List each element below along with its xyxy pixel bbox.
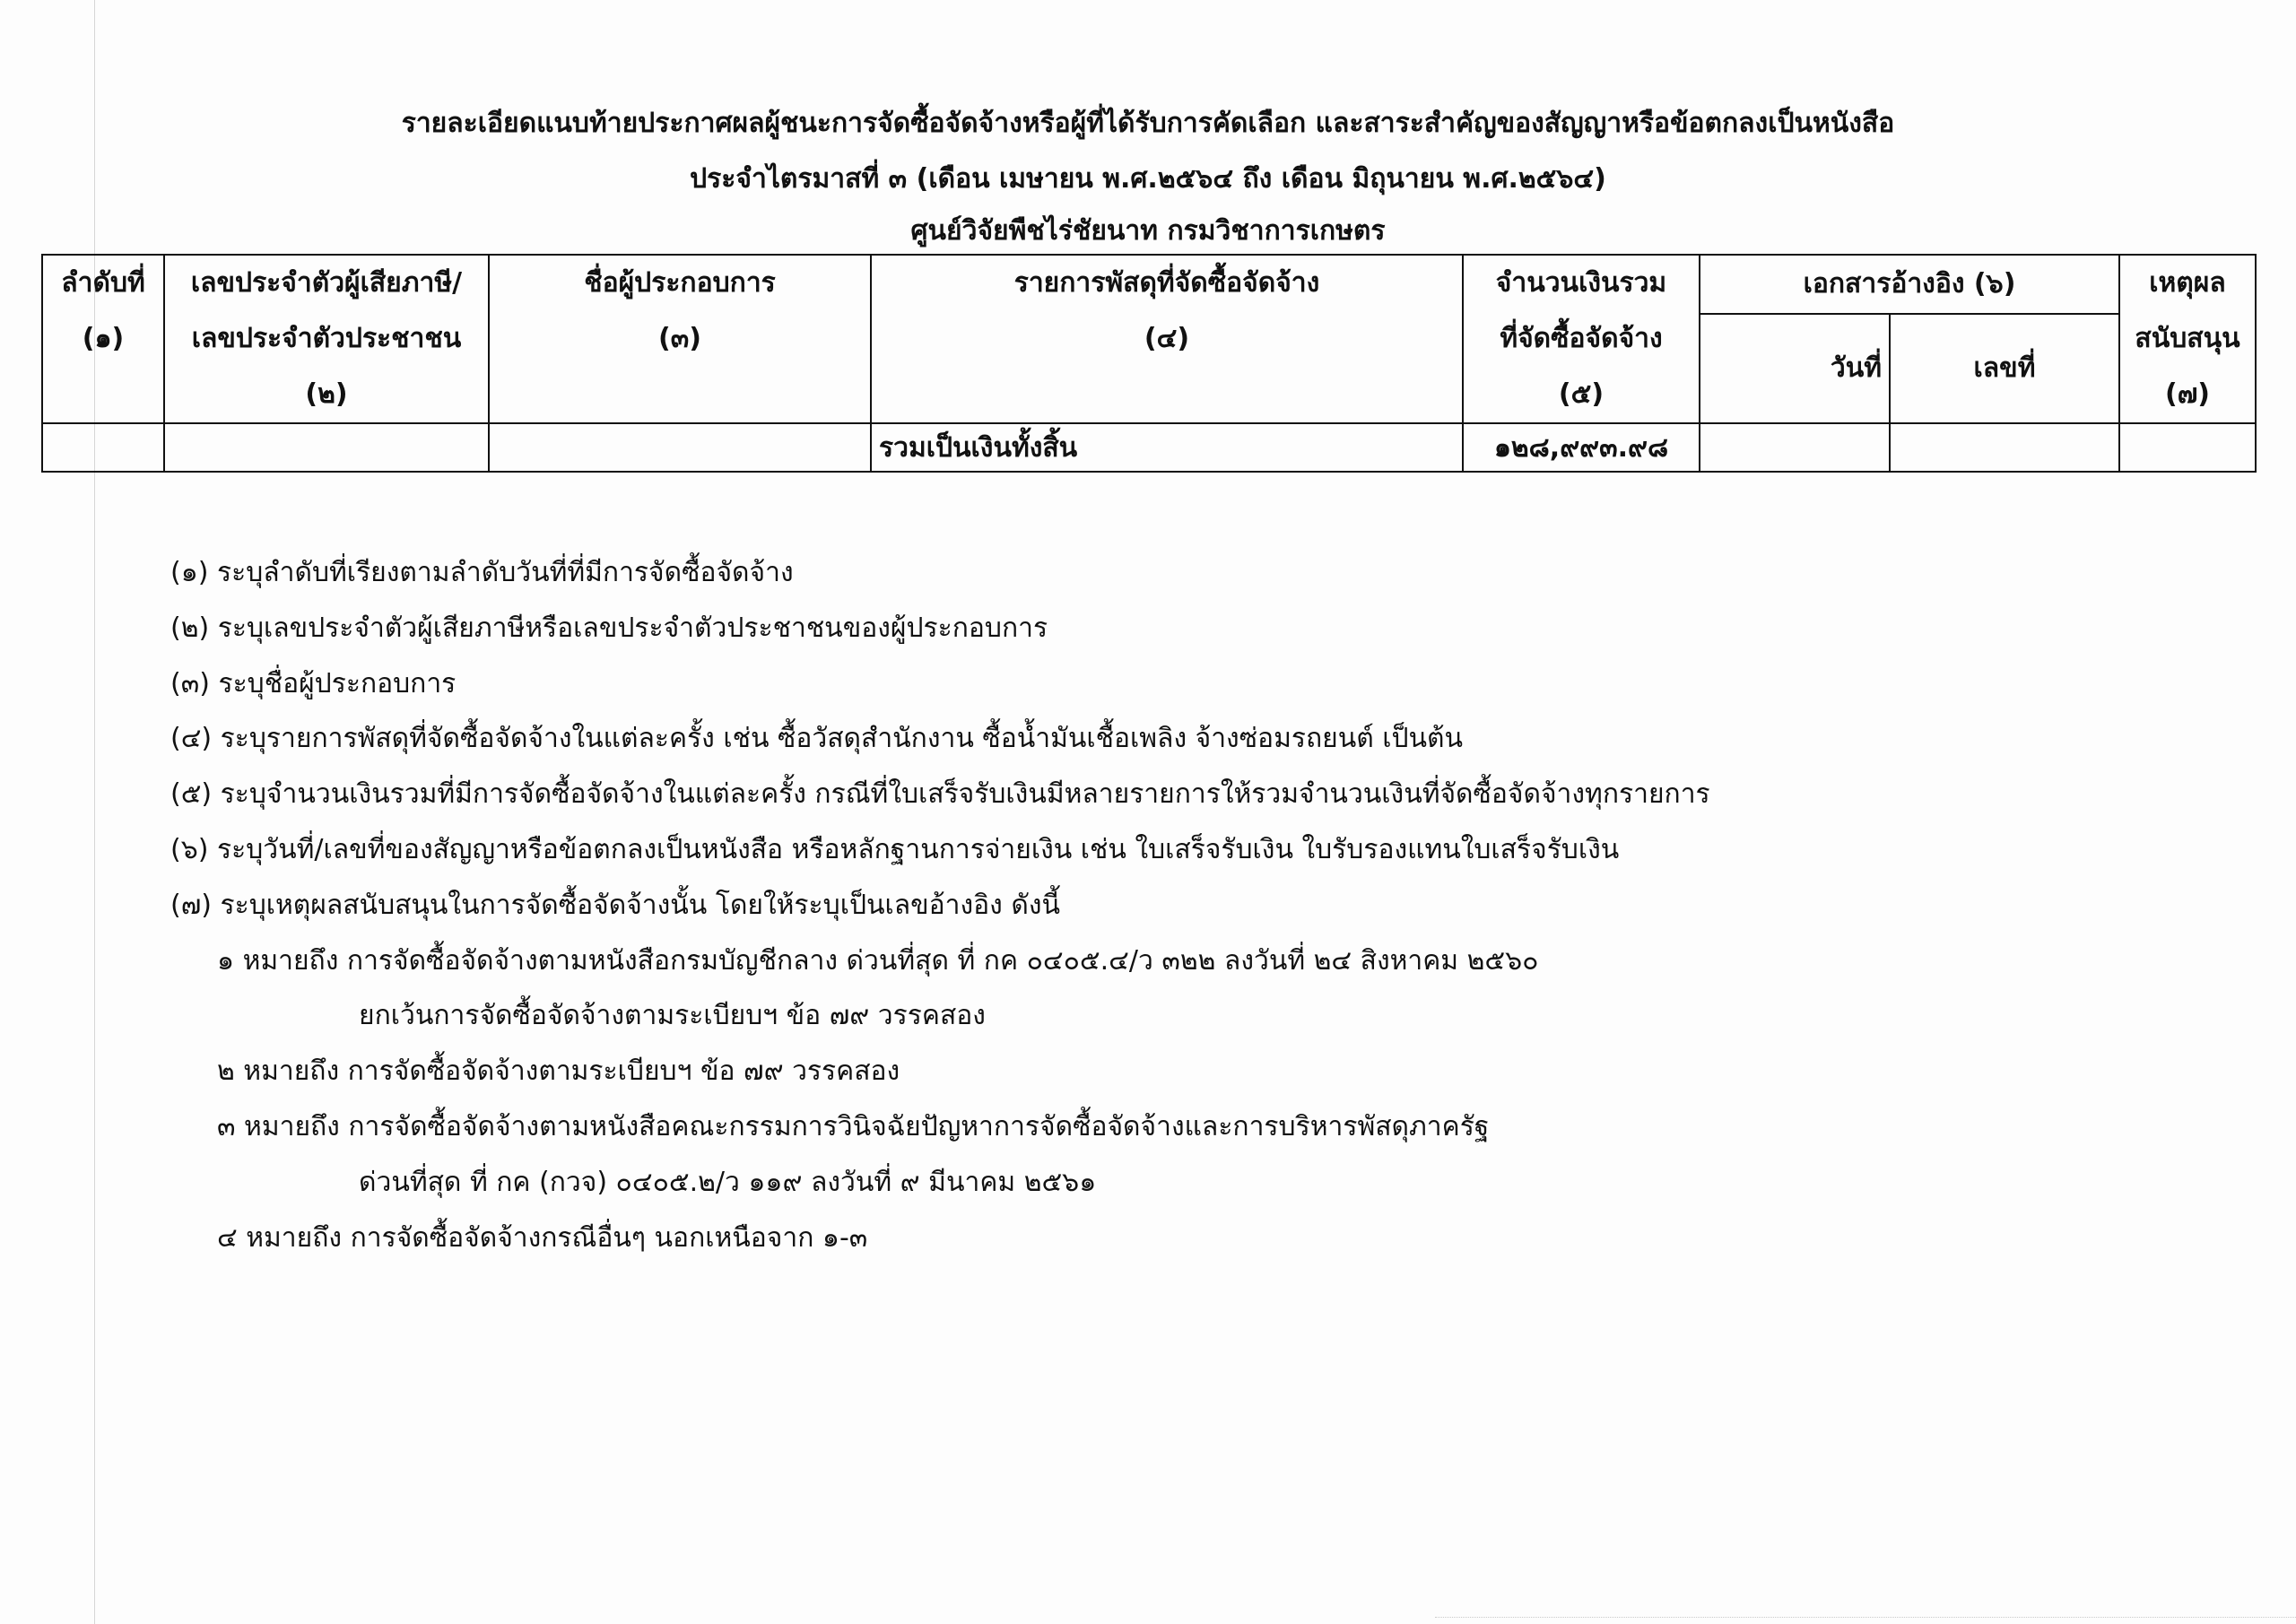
footnote-item: (๕) ระบุจำนวนเงินรวมที่มีการจัดซื้อจัดจ้างในแต่ละครั้ง กรณีที่ใบเสร็จรับเงินมีหลายรายการให้รวมจำนวนเงินที่จัดซื้อจัดจ้างทุกรายการ: [170, 778, 1710, 811]
table-total-row: [42, 423, 2256, 472]
reason-code-continuation: ยกเว้นการจัดซื้อจัดจ้างตามระเบียบฯ ข้อ ๗๙ วรรคสอง: [359, 1000, 986, 1032]
header-text: (๗): [2165, 378, 2210, 410]
total-amount: ๑๒๘,๙๙๓.๙๘: [1463, 423, 1700, 472]
header-text: ชื่อผู้ประกอบการ: [584, 267, 776, 299]
total-label: รวมเป็นเงินทั้งสิ้น: [871, 423, 1463, 472]
header-reference-number: [1890, 314, 2119, 423]
header-text: ที่จัดซื้อจัดจ้าง: [1500, 323, 1663, 354]
header-sequence: [42, 255, 164, 423]
table-cell: [42, 423, 164, 472]
header-text: เลขที่: [1973, 352, 2036, 384]
header-text: (๓): [658, 323, 701, 354]
header-text: (๕): [1558, 378, 1605, 410]
header-item: [871, 255, 1463, 423]
table-cell: [164, 423, 489, 472]
header-amount: [1463, 255, 1700, 423]
footnote-item: (๖) ระบุวันที่/เลขที่ของสัญญาหรือข้อตกลงเป็นหนังสือ หรือหลักฐานการจ่ายเงิน เช่น ใบเสร็จรับเงิน ใบรับรองแทนใบเสร็จรับเงิน: [170, 833, 1620, 865]
header-text: ลำดับที่: [61, 267, 145, 299]
footnote-item: (๔) ระบุรายการพัสดุที่จัดซื้อจัดจ้างในแต่ละครั้ง เช่น ซื้อวัสดุสำนักงาน ซื้อน้ำมันเชื้อเพลิง จ้างซ่อมรถยนต์ เป็นต้น: [170, 723, 1464, 755]
header-text: เอกสารอ้างอิง (๖): [1803, 268, 2016, 300]
footnote-item: (๒) ระบุเลขประจำตัวผู้เสียภาษีหรือเลขประจำตัวประชาชนของผู้ประกอบการ: [170, 612, 1048, 644]
header-reference-document: [1700, 255, 2119, 314]
header-text: (๔): [1144, 323, 1190, 354]
table-header-row: [42, 255, 2256, 314]
header-text: เลขประจำตัวประชาชน: [191, 323, 462, 354]
document-subtitle-period: ประจำไตรมาสที่ ๓ (เดือน เมษายน พ.ศ.๒๕๖๔ ถึง เดือน มิถุนายน พ.ศ.๒๕๖๔): [690, 163, 1606, 195]
header-text: เหตุผล: [2149, 267, 2226, 299]
header-text: (๒): [305, 378, 348, 410]
reason-code-item: ๑ หมายถึง การจัดซื้อจัดจ้างตามหนังสือกรมบัญชีกลาง ด่วนที่สุด ที่ กค ๐๔๐๕.๔/ว ๓๒๒ ลงวันที่ ๒๔ สิงหาคม ๒๕๖๐: [217, 944, 1539, 977]
reason-code-continuation: ด่วนที่สุด ที่ กค (กวจ) ๐๔๐๕.๒/ว ๑๑๙ ลงวันที่ ๙ มีนาคม ๒๕๖๑: [359, 1166, 1097, 1198]
header-text: จำนวนเงินรวม: [1495, 267, 1667, 299]
footnote-item: (๑) ระบุลำดับที่เรียงตามลำดับวันที่ที่มีการจัดซื้อจัดจ้าง: [170, 557, 794, 588]
footnote-item: (๗) ระบุเหตุผลสนับสนุนในการจัดซื้อจัดจ้างนั้น โดยให้ระบุเป็นเลขอ้างอิง ดังนี้: [170, 889, 1061, 921]
table-cell: [489, 423, 871, 472]
header-text: เลขประจำตัวผู้เสียภาษี/: [190, 267, 463, 299]
footnote-item: (๓) ระบุชื่อผู้ประกอบการ: [170, 667, 457, 699]
reason-code-item: ๔ หมายถึง การจัดซื้อจัดจ้างกรณีอื่นๆ นอกเหนือจาก ๑-๓: [217, 1221, 868, 1254]
header-tax-id: [164, 255, 489, 423]
table-cell: [1700, 423, 1890, 472]
header-reference-date: [1700, 314, 1890, 423]
header-vendor-name: [489, 255, 871, 423]
header-text: สนับสนุน: [2135, 323, 2240, 354]
header-text: วันที่: [1830, 352, 1882, 384]
reason-code-item: ๒ หมายถึง การจัดซื้อจัดจ้างตามระเบียบฯ ข้อ ๗๙ วรรคสอง: [217, 1055, 900, 1088]
scan-edge-line: [1435, 1617, 2296, 1619]
document-subtitle-agency: ศูนย์วิจัยพืชไร่ชัยนาท กรมวิชาการเกษตร: [910, 215, 1386, 247]
table-cell: [2119, 423, 2256, 472]
footnotes-list: [170, 545, 1710, 1265]
header-reason: [2119, 255, 2256, 423]
procurement-table: [41, 254, 2257, 473]
header-text: รายการพัสดุที่จัดซื้อจัดจ้าง: [1013, 267, 1320, 299]
reason-code-item: ๓ หมายถึง การจัดซื้อจัดจ้างตามหนังสือคณะกรรมการวินิจฉัยปัญหาการจัดซื้อจัดจ้างและการบริหารพัสดุภาครัฐ: [217, 1110, 1490, 1142]
header-text: (๑): [82, 323, 125, 354]
table-cell: [1890, 423, 2119, 472]
document-title: รายละเอียดแนบท้ายประกาศผลผู้ชนะการจัดซื้อจัดจ้างหรือผู้ที่ได้รับการคัดเลือก และสาระสำคัญของสัญญาหรือข้อตกลงเป็นหนังสือ: [401, 108, 1895, 139]
